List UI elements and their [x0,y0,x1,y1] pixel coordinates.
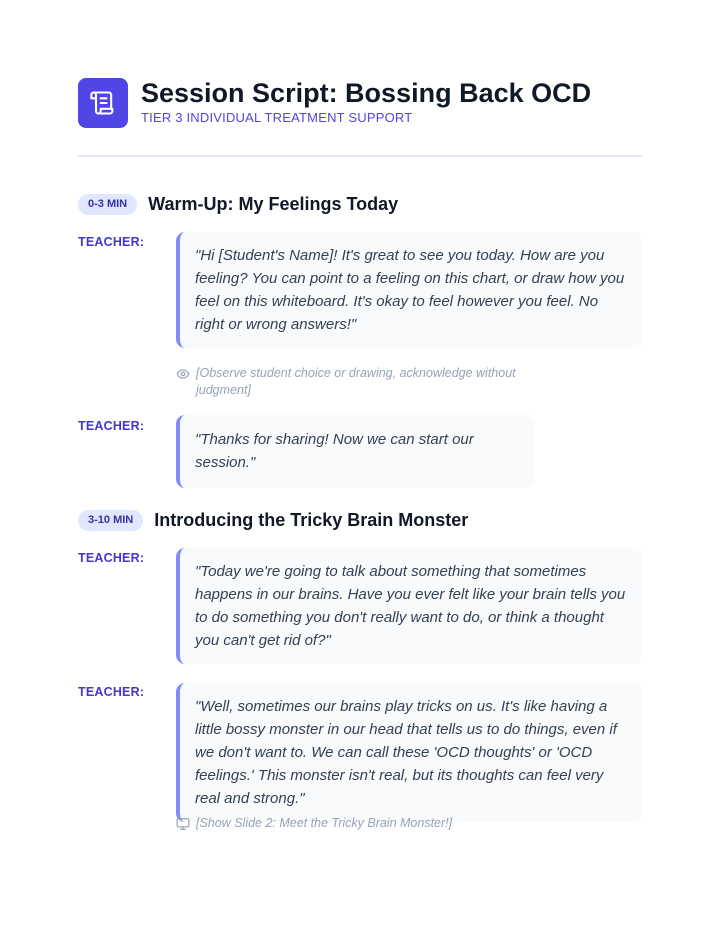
header-divider [78,155,642,157]
time-badge: 0-3 MIN [78,194,137,215]
script-quote: "Today we're going to talk about something that sometimes happens in our brains. Have you ever felt like your brain tells you to do something you don't really want to do, or think a thought you can't get rid of?" [176,548,642,664]
page-subtitle: TIER 3 INDIVIDUAL TREATMENT SUPPORT [141,110,413,125]
script-quote: "Well, sometimes our brains play tricks on us. It's like having a little bossy monster in our head that tells us to do things, even if we don't want to. We can call these 'OCD thoughts' or 'OCD feelings.' This monster isn't real, but its thoughts can feel very real and strong." [176,683,642,822]
page-title: Session Script: Bossing Back OCD [141,78,592,108]
speaker-label: TEACHER: [78,235,145,249]
stage-direction-text: [Show Slide 2: Meet the Tricky Brain Monster!] [196,816,453,830]
section-header-warm-up [78,192,398,216]
stage-direction [176,365,536,399]
scroll-icon [78,78,128,128]
speaker-label: TEACHER: [78,419,145,433]
script-quote: "Thanks for sharing! Now we can start our session." [176,415,534,488]
time-badge: 3-10 MIN [78,510,143,531]
monitor-icon [176,817,190,831]
speaker-label: TEACHER: [78,685,145,699]
stage-direction [176,815,596,832]
script-header [78,78,642,128]
section-title: Introducing the Tricky Brain Monster [154,509,469,530]
speaker-label: TEACHER: [78,551,145,565]
stage-direction-text: [Observe student choice or drawing, acknowledge without judgment] [196,366,516,397]
section-header-tricky-brain-monster [78,508,468,532]
script-quote: "Hi [Student's Name]! It's great to see you today. How are you feeling? You can point to a feeling on this chart, or draw how you feel on this whiteboard. It's okay to feel however you feel. No right or wrong answers!" [176,232,642,348]
eye-icon [176,367,190,381]
section-title: Warm-Up: My Feelings Today [148,193,399,214]
